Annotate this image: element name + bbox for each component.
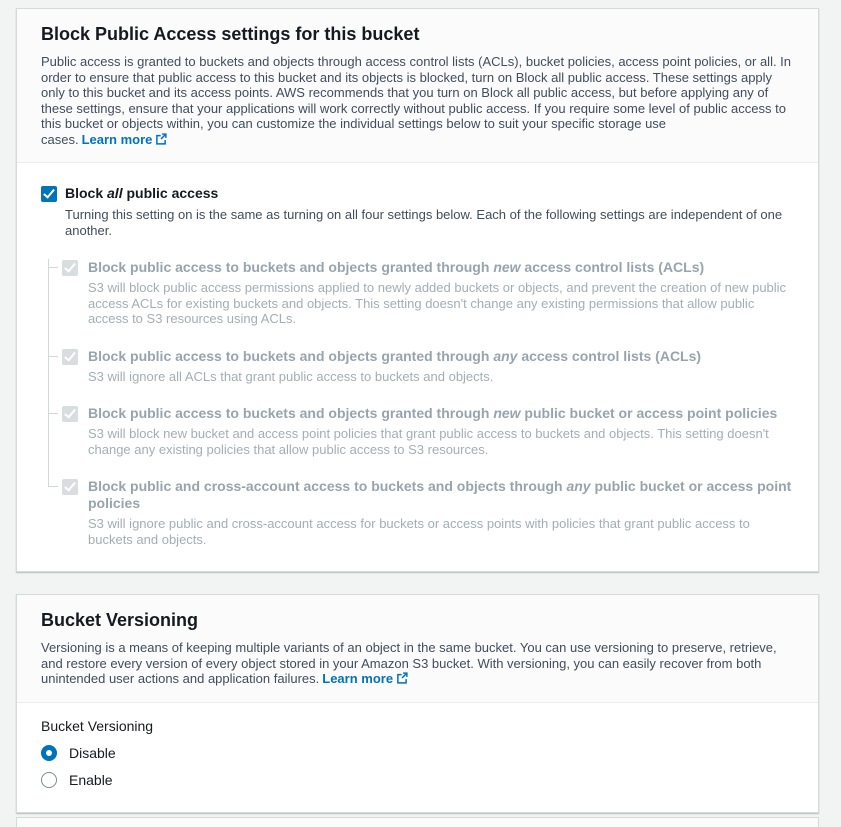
bpa-sub-settings — [48, 259, 794, 547]
bpa-setting-checkbox-checked-disabled — [62, 406, 78, 422]
versioning-option-enable — [41, 772, 794, 788]
bpa-setting-title: Block public access to buckets and objects granted through any access control lists (ACLs) — [88, 347, 702, 364]
bpa-setting-any-policies — [62, 478, 794, 547]
bpa-setting-any-acls — [62, 348, 794, 385]
block-public-access-card — [16, 8, 819, 572]
learn-more-link[interactable]: Learn more — [322, 671, 408, 686]
external-link-icon — [396, 672, 408, 684]
next-card-top-edge — [16, 817, 819, 827]
block-public-access-body — [17, 163, 818, 571]
enable-radio[interactable] — [41, 772, 57, 788]
block-all-description: Turning this setting on is the same as turning on all four settings below. Each of the following settings are independent of one another. — [65, 207, 783, 238]
bpa-setting-new-acls — [62, 259, 794, 327]
bpa-setting-title: Block public access to buckets and objects granted through new public bucket or access point policies — [88, 405, 778, 421]
disable-radio-label[interactable]: Disable — [69, 744, 116, 761]
bpa-setting-title: Block public and cross-account access to buckets and objects through any public bucket or access point policies — [88, 478, 792, 511]
bpa-setting-checkbox-checked-disabled — [62, 260, 78, 276]
bpa-setting-description: S3 will block public access permissions applied to newly added buckets or objects, and prevent the creation of new public access ACLs for existing buckets and objects. This setting doesn't change any existing permissions that allow public access to S3 resources using ACLs. — [88, 280, 787, 326]
bucket-versioning-description: Versioning is a means of keeping multiple variants of an object in the same bucket. You can use versioning to preserve, retrieve, and restore every version of every object stored in your Amazon S3 bucket. With versioning, you can easily recover from both unintended user actions and application failures. Learn more — [41, 640, 777, 686]
bucket-versioning-card — [16, 594, 819, 813]
block-public-access-description: Public access is granted to buckets and objects through access control lists (ACLs), bucket policies, access point policies, or all. In order to ensure that public access to this bucket and its objects is blocked, turn on Block all public access. These settings apply only to this bucket and its access points. AWS recommends that you turn on Block all public access, but before applying any of these settings, ensure that your applications will work correctly without public access. If you require some level of public access to this bucket or objects within, you can customize the individual settings below to suit your specific storage use cases. Learn more — [41, 54, 792, 147]
versioning-option-disable — [41, 745, 794, 761]
bpa-setting-title: Block public access to buckets and objects granted through new access control lists (ACLs) — [88, 259, 705, 275]
block-all-checkbox-checked[interactable] — [41, 186, 57, 202]
disable-radio-selected[interactable] — [41, 745, 57, 761]
bpa-setting-new-policies — [62, 405, 794, 457]
learn-more-link[interactable]: Learn more — [82, 132, 168, 147]
bucket-versioning-field-label: Bucket Versioning — [41, 717, 154, 734]
bucket-versioning-body — [17, 703, 818, 812]
bpa-setting-description: S3 will ignore public and cross-account access for buckets or access points with policies that grant public access to buckets and objects. — [88, 516, 750, 547]
bucket-versioning-title: Bucket Versioning — [41, 610, 199, 630]
bpa-setting-description: S3 will ignore all ACLs that grant public access to buckets and objects. — [88, 368, 494, 384]
enable-radio-label[interactable]: Enable — [69, 771, 113, 788]
block-public-access-header — [17, 9, 818, 163]
external-link-icon — [155, 133, 167, 145]
block-public-access-title: Block Public Access settings for this bucket — [41, 24, 420, 44]
bpa-setting-checkbox-checked-disabled — [62, 479, 78, 495]
bucket-versioning-header — [17, 595, 818, 703]
bpa-setting-checkbox-checked-disabled — [62, 349, 78, 365]
block-all-label[interactable]: Block all public access — [65, 185, 219, 201]
bpa-setting-description: S3 will block new bucket and access point policies that grant public access to buckets and objects. This setting doesn't change any existing policies that allow public access to S3 resources. — [88, 426, 769, 457]
block-all-row — [41, 185, 794, 202]
